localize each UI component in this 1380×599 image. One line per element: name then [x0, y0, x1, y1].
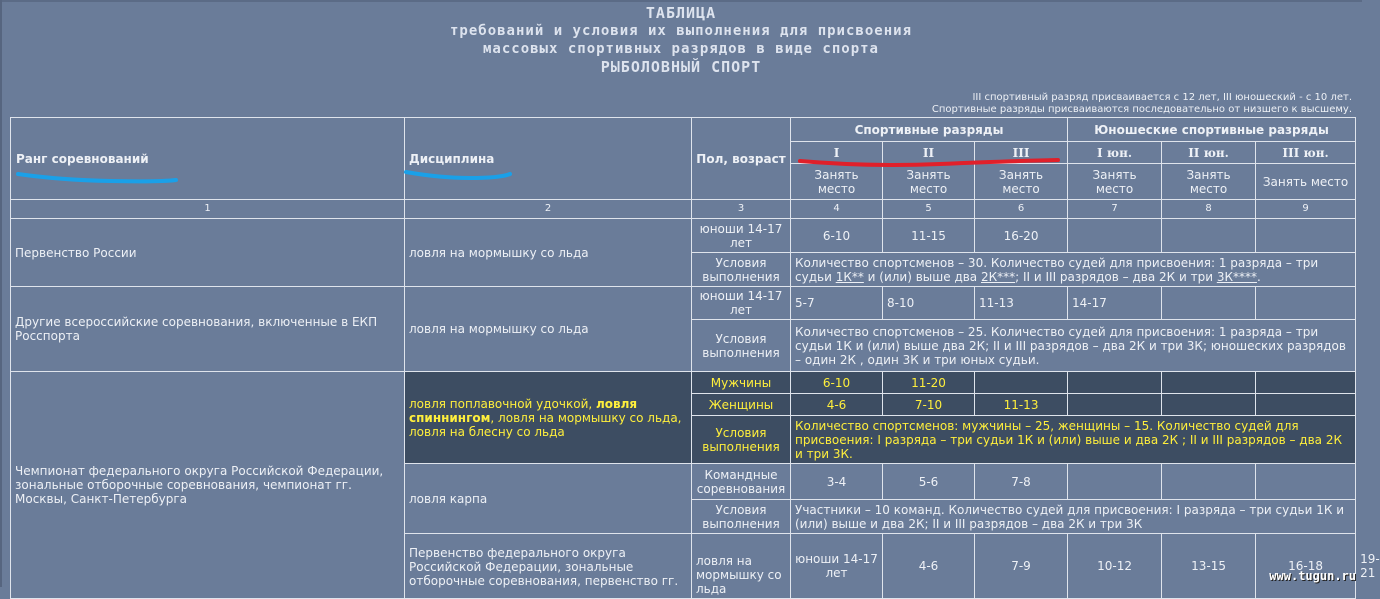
value-cell: 3-4 [791, 464, 883, 500]
value-cell: 16-18 [1256, 534, 1356, 599]
value-cell: 4-6 [883, 534, 975, 599]
cond-part: Количество спортсменов – 30. Количество судей для присвоения: 1 разряда – три судьи [795, 255, 1319, 284]
col-number: 2 [405, 200, 692, 219]
empty-cell [1256, 394, 1356, 416]
table-row: Первенство федерального округа Российской Федерации, зональные отборочные соревнования, первенство гг. ловля на мормышку со льда юноши 14-17 лет 4-6 7-9 10-12 13-15 16-18 19-21 [11, 534, 1356, 599]
cond-part: и (или) выше два [863, 269, 981, 284]
col-number: 4 [791, 200, 883, 219]
cond-part: ; II и III разрядов – два 2К и три [1015, 269, 1217, 284]
col-header-gender-age: Пол, возраст [692, 118, 791, 200]
conditions-text: Количество спортсменов – 25. Количество судей для присвоения: 1 разряда – три судьи 1К и (или) выше два 2К; II и III разрядов – два 2К и три 3К; юношеских разрядов – один 2К , один 3К и три юных судьи. [791, 320, 1356, 372]
rank-youth-III: III юн. [1256, 142, 1356, 164]
discipline-cell: ловля на мормышку со льда [405, 219, 692, 287]
title-line-1: ТАБЛИЦА [645, 4, 717, 22]
value-cell: 11-13 [975, 394, 1068, 416]
discipline-cell: ловля карпа [405, 464, 692, 534]
empty-cell [1162, 394, 1256, 416]
col-number: 3 [692, 200, 791, 219]
rank-youth-II: II юн. [1162, 142, 1256, 164]
col-header-sport-ranks: Спортивные разряды [791, 118, 1068, 142]
title-line-3: массовых спортивных разрядов в виде спорта [482, 41, 879, 57]
empty-cell [1256, 219, 1356, 253]
col-number: 1 [11, 200, 405, 219]
col-number: 6 [975, 200, 1068, 219]
rank-cell: Первенство федерального округа Российской Федерации, зональные отборочные соревнования, первенство гг. [405, 534, 692, 599]
value-cell: 6-10 [791, 372, 883, 394]
rank-cell: Первенство России [11, 219, 405, 287]
gender-men: Мужчины [692, 372, 791, 394]
empty-cell [1256, 372, 1356, 394]
col-number: 9 [1256, 200, 1356, 219]
column-number-row [11, 200, 1356, 219]
team-label: Командные соревнования [692, 464, 791, 500]
table-row [11, 287, 1356, 320]
frame-left [0, 0, 2, 587]
empty-cell [1162, 219, 1256, 253]
conditions-label: Условия выполнения [692, 253, 791, 287]
place-cell: Занять место [791, 164, 883, 200]
col-header-discipline: Дисциплина [405, 118, 692, 200]
notes [932, 92, 1352, 116]
age-cell: юноши 14-17 лет [692, 219, 791, 253]
discipline-cell-highlight [405, 372, 692, 464]
value-cell: 5-7 [791, 287, 883, 320]
rank-II: II [883, 142, 975, 164]
value-cell: 7-9 [975, 534, 1068, 599]
value-cell: 11-20 [883, 372, 975, 394]
frame-top [0, 0, 1362, 2]
col-header-rank: Ранг соревнований [11, 118, 405, 200]
place-cell: Занять место [883, 164, 975, 200]
judge-3k-link[interactable]: 3К**** [1216, 269, 1257, 284]
title-line-2: требований и условия их выполнения для присвоения [449, 23, 912, 39]
rank-cell: Другие всероссийские соревнования, включенные в ЕКП Росспорта [11, 287, 405, 372]
age-cell: юноши 14-17 лет [791, 534, 883, 599]
col-number: 5 [883, 200, 975, 219]
requirements-table [10, 117, 1380, 599]
value-cell: 14-17 [1068, 287, 1162, 320]
discipline-cell: ловля на мормышку со льда [692, 534, 791, 599]
col-number: 7 [1068, 200, 1162, 219]
value-cell: 5-6 [883, 464, 975, 500]
value-cell: 13-15 [1162, 534, 1256, 599]
value-cell: 11-13 [975, 287, 1068, 320]
col-number: 8 [1162, 200, 1256, 219]
empty-cell [1162, 464, 1256, 500]
rank-I: I [791, 142, 883, 164]
value-cell: 7-8 [975, 464, 1068, 500]
conditions-label: Условия выполнения [692, 320, 791, 372]
empty-cell [1068, 394, 1162, 416]
empty-cell [1068, 372, 1162, 394]
empty-cell [1256, 287, 1356, 320]
empty-cell [975, 372, 1068, 394]
watermark: www.tugun.ru [1269, 569, 1356, 583]
age-cell: юноши 14-17 лет [692, 287, 791, 320]
conditions-text: Количество спортсменов: мужчины – 25, женщины – 15. Количество судей для присвоения: I разряда – три судьи 1К и (или) выше и два 2К ; II и III разрядов – два 2К и три 3К. [791, 416, 1356, 464]
disc-spinning: ловля спиннингом [409, 396, 638, 425]
rank-III: III [975, 142, 1068, 164]
value-cell: 6-10 [791, 219, 883, 253]
table-row [11, 219, 1356, 253]
empty-cell [1068, 464, 1162, 500]
value-cell: 8-10 [883, 287, 975, 320]
place-cell: Занять место [1256, 164, 1356, 200]
empty-cell [1256, 464, 1356, 500]
empty-cell [1162, 372, 1256, 394]
place-cell: Занять место [975, 164, 1068, 200]
conditions-label: Условия выполнения [692, 416, 791, 464]
conditions-text [791, 253, 1356, 287]
value-cell: 7-10 [883, 394, 975, 416]
note-age: III спортивный разряд присваивается с 12 лет, III юношеский - с 10 лет. [972, 92, 1352, 103]
place-cell: Занять место [1068, 164, 1162, 200]
note-order: Спортивные разряды присваиваются последовательно от низшего к высшему. [931, 104, 1352, 115]
judge-1k-link[interactable]: 1К** [835, 269, 864, 284]
cond-part: . [1256, 269, 1261, 284]
value-cell: 16-20 [975, 219, 1068, 253]
conditions-text: Участники – 10 команд. Количество судей для присвоения: I разряда – три судьи 1К и (или) выше и два 2К; II и III разрядов – два 2К и три 3К [791, 500, 1356, 534]
empty-cell [1068, 219, 1162, 253]
rank-cell: Чемпионат федерального округа Российской Федерации, зональные отборочные соревнования, чемпионат гг. Москвы, Санкт-Петербурга [11, 372, 405, 599]
rank-youth-I: I юн. [1068, 142, 1162, 164]
judge-2k-link[interactable]: 2К*** [980, 269, 1016, 284]
title-line-4: РЫБОЛОВНЫЙ СПОРТ [600, 58, 762, 76]
gender-women: Женщины [692, 394, 791, 416]
col-header-youth-ranks: Юношеские спортивные разряды [1068, 118, 1356, 142]
value-cell: 4-6 [791, 394, 883, 416]
value-cell: 10-12 [1068, 534, 1162, 599]
disc-part: ловля поплавочной удочкой, [409, 396, 596, 411]
discipline-cell: ловля на мормышку со льда [405, 287, 692, 372]
value-cell: 11-15 [883, 219, 975, 253]
conditions-label: Условия выполнения [692, 500, 791, 534]
empty-cell [1162, 287, 1256, 320]
disc-part: , ловля на мормышку со льда, ловля на блесну со льда [409, 410, 682, 439]
table-row [11, 372, 1356, 394]
place-cell: Занять место [1162, 164, 1256, 200]
page-header [0, 4, 1362, 76]
